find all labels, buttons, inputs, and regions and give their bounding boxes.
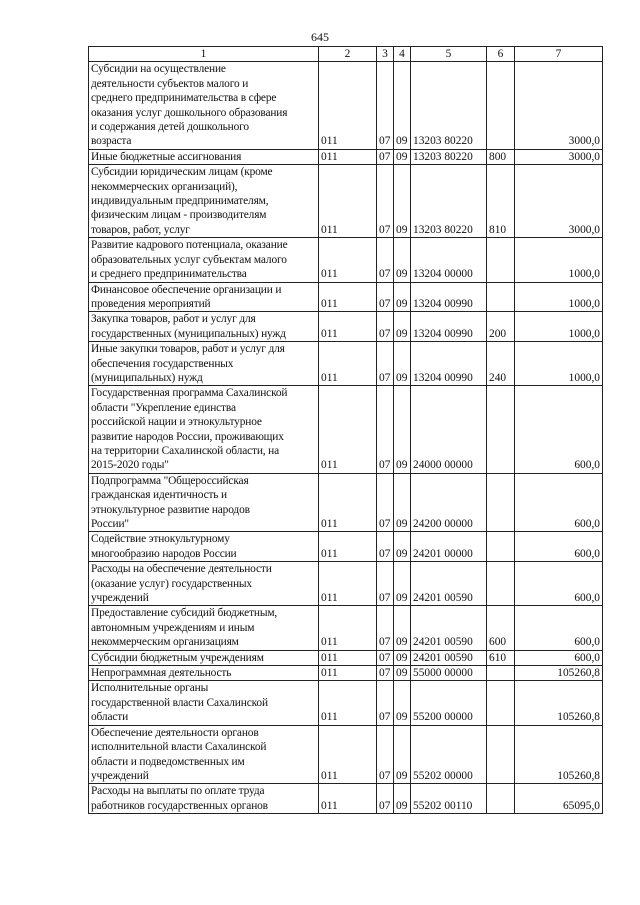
- department-code-cell: 011: [319, 681, 377, 725]
- table-row: [89, 165, 603, 238]
- expense-name-cell: Расходы на выплаты по оплате труда работников государственных органов: [89, 784, 319, 814]
- target-article-cell: 24200 00000: [411, 473, 487, 532]
- amount-cell: 3000,0: [515, 165, 603, 238]
- expense-name-cell: Субсидии юридическим лицам (кроме некоммерческих организаций), индивидуальным предпринимателям, физическим лицам - производителям товаров, работ, услуг: [89, 165, 319, 238]
- expense-type-cell: 810: [487, 165, 515, 238]
- department-code-cell: 011: [319, 386, 377, 473]
- department-code-cell: 011: [319, 312, 377, 342]
- subsection-code-cell: 09: [394, 606, 411, 650]
- section-code-cell: 07: [377, 666, 394, 681]
- section-code-cell: 07: [377, 149, 394, 164]
- column-header: 3: [377, 47, 394, 62]
- amount-cell: 600,0: [515, 386, 603, 473]
- department-code-cell: 011: [319, 282, 377, 312]
- table-row: [89, 312, 603, 342]
- subsection-code-cell: 09: [394, 725, 411, 784]
- column-header: 1: [89, 47, 319, 62]
- expense-name-cell: Предоставление субсидий бюджетным, автономным учреждениям и иным некоммерческим организациям: [89, 606, 319, 650]
- expense-name-cell: Закупка товаров, работ и услуг для государственных (муниципальных) нужд: [89, 312, 319, 342]
- subsection-code-cell: 09: [394, 666, 411, 681]
- subsection-code-cell: 09: [394, 386, 411, 473]
- subsection-code-cell: 09: [394, 784, 411, 814]
- table-row: [89, 149, 603, 164]
- table-row: [89, 681, 603, 725]
- expense-type-cell: [487, 666, 515, 681]
- expense-name-cell: Непрограммная деятельность: [89, 666, 319, 681]
- amount-cell: 3000,0: [515, 149, 603, 164]
- section-code-cell: 07: [377, 606, 394, 650]
- department-code-cell: 011: [319, 62, 377, 149]
- expense-name-cell: Финансовое обеспечение организации и проведения мероприятий: [89, 282, 319, 312]
- target-article-cell: 13204 00990: [411, 342, 487, 386]
- department-code-cell: 011: [319, 342, 377, 386]
- table-row: [89, 473, 603, 532]
- section-code-cell: 07: [377, 681, 394, 725]
- section-code-cell: 07: [377, 386, 394, 473]
- department-code-cell: 011: [319, 165, 377, 238]
- section-code-cell: 07: [377, 238, 394, 282]
- subsection-code-cell: 09: [394, 562, 411, 606]
- section-code-cell: 07: [377, 650, 394, 665]
- target-article-cell: 55202 00000: [411, 725, 487, 784]
- table-row: [89, 784, 603, 814]
- subsection-code-cell: 09: [394, 681, 411, 725]
- department-code-cell: 011: [319, 238, 377, 282]
- subsection-code-cell: 09: [394, 149, 411, 164]
- section-code-cell: 07: [377, 165, 394, 238]
- table-header-row: [89, 47, 603, 62]
- amount-cell: 1000,0: [515, 238, 603, 282]
- expense-type-cell: 800: [487, 149, 515, 164]
- expense-type-cell: [487, 562, 515, 606]
- amount-cell: 600,0: [515, 562, 603, 606]
- expense-type-cell: [487, 725, 515, 784]
- subsection-code-cell: 09: [394, 238, 411, 282]
- subsection-code-cell: 09: [394, 473, 411, 532]
- expense-type-cell: [487, 386, 515, 473]
- amount-cell: 65095,0: [515, 784, 603, 814]
- department-code-cell: 011: [319, 666, 377, 681]
- department-code-cell: 011: [319, 650, 377, 665]
- section-code-cell: 07: [377, 62, 394, 149]
- amount-cell: 1000,0: [515, 342, 603, 386]
- expense-name-cell: Подпрограмма "Общероссийская гражданская идентичность и этнокультурное развитие народов России": [89, 473, 319, 532]
- expense-type-cell: 200: [487, 312, 515, 342]
- page-number: 645: [311, 30, 329, 44]
- subsection-code-cell: 09: [394, 282, 411, 312]
- amount-cell: 600,0: [515, 532, 603, 562]
- expense-type-cell: [487, 473, 515, 532]
- target-article-cell: 13204 00000: [411, 238, 487, 282]
- expense-type-cell: [487, 282, 515, 312]
- target-article-cell: 55000 00000: [411, 666, 487, 681]
- expense-name-cell: Иные бюджетные ассигнования: [89, 149, 319, 164]
- amount-cell: 1000,0: [515, 282, 603, 312]
- target-article-cell: 13204 00990: [411, 282, 487, 312]
- table-row: [89, 532, 603, 562]
- expense-name-cell: Содействие этнокультурному многообразию народов России: [89, 532, 319, 562]
- expense-name-cell: Исполнительные органы государственной власти Сахалинской области: [89, 681, 319, 725]
- expense-name-cell: Иные закупки товаров, работ и услуг для обеспечения государственных (муниципальных) нужд: [89, 342, 319, 386]
- table-row: [89, 282, 603, 312]
- section-code-cell: 07: [377, 473, 394, 532]
- column-header: 7: [515, 47, 603, 62]
- target-article-cell: 24000 00000: [411, 386, 487, 473]
- target-article-cell: 13204 00990: [411, 312, 487, 342]
- budget-table: [88, 46, 603, 814]
- department-code-cell: 011: [319, 606, 377, 650]
- table-row: [89, 650, 603, 665]
- expense-name-cell: Развитие кадрового потенциала, оказание образовательных услуг субъектам малого и среднего предпринимательства: [89, 238, 319, 282]
- expense-type-cell: [487, 681, 515, 725]
- table-row: [89, 342, 603, 386]
- target-article-cell: 13203 80220: [411, 149, 487, 164]
- column-header: 5: [411, 47, 487, 62]
- subsection-code-cell: 09: [394, 342, 411, 386]
- amount-cell: 3000,0: [515, 62, 603, 149]
- amount-cell: 105260,8: [515, 681, 603, 725]
- section-code-cell: 07: [377, 342, 394, 386]
- target-article-cell: 13203 80220: [411, 62, 487, 149]
- section-code-cell: 07: [377, 725, 394, 784]
- subsection-code-cell: 09: [394, 165, 411, 238]
- target-article-cell: 55200 00000: [411, 681, 487, 725]
- subsection-code-cell: 09: [394, 650, 411, 665]
- expense-type-cell: [487, 238, 515, 282]
- target-article-cell: 13203 80220: [411, 165, 487, 238]
- table-row: [89, 562, 603, 606]
- expense-type-cell: 240: [487, 342, 515, 386]
- table-row: [89, 386, 603, 473]
- column-header: 4: [394, 47, 411, 62]
- expense-name-cell: Субсидии бюджетным учреждениям: [89, 650, 319, 665]
- expense-type-cell: [487, 532, 515, 562]
- amount-cell: 1000,0: [515, 312, 603, 342]
- target-article-cell: 24201 00590: [411, 650, 487, 665]
- department-code-cell: 011: [319, 562, 377, 606]
- expense-name-cell: Расходы на обеспечение деятельности (оказание услуг) государственных учреждений: [89, 562, 319, 606]
- expense-type-cell: [487, 62, 515, 149]
- expense-name-cell: Государственная программа Сахалинской области "Укрепление единства российской нации и этнокультурное развитие народов России, проживающих на территории Сахалинской области, на 2015-2020 годы": [89, 386, 319, 473]
- target-article-cell: 55202 00110: [411, 784, 487, 814]
- section-code-cell: 07: [377, 784, 394, 814]
- table-row: [89, 238, 603, 282]
- department-code-cell: 011: [319, 532, 377, 562]
- target-article-cell: 24201 00000: [411, 532, 487, 562]
- section-code-cell: 07: [377, 312, 394, 342]
- subsection-code-cell: 09: [394, 532, 411, 562]
- section-code-cell: 07: [377, 532, 394, 562]
- expense-name-cell: Субсидии на осуществление деятельности субъектов малого и среднего предпринимательства в сфере оказания услуг дошкольного образования и содержания детей дошкольного возраста: [89, 62, 319, 149]
- amount-cell: 600,0: [515, 473, 603, 532]
- expense-type-cell: [487, 784, 515, 814]
- expense-type-cell: 610: [487, 650, 515, 665]
- section-code-cell: 07: [377, 282, 394, 312]
- amount-cell: 600,0: [515, 606, 603, 650]
- table-row: [89, 666, 603, 681]
- department-code-cell: 011: [319, 725, 377, 784]
- expense-name-cell: Обеспечение деятельности органов исполнительной власти Сахалинской области и подведомственных им учреждений: [89, 725, 319, 784]
- table-row: [89, 62, 603, 149]
- department-code-cell: 011: [319, 784, 377, 814]
- column-header: 6: [487, 47, 515, 62]
- target-article-cell: 24201 00590: [411, 606, 487, 650]
- amount-cell: 105260,8: [515, 666, 603, 681]
- subsection-code-cell: 09: [394, 312, 411, 342]
- column-header: 2: [319, 47, 377, 62]
- amount-cell: 600,0: [515, 650, 603, 665]
- subsection-code-cell: 09: [394, 62, 411, 149]
- table-row: [89, 606, 603, 650]
- target-article-cell: 24201 00590: [411, 562, 487, 606]
- section-code-cell: 07: [377, 562, 394, 606]
- amount-cell: 105260,8: [515, 725, 603, 784]
- expense-type-cell: 600: [487, 606, 515, 650]
- department-code-cell: 011: [319, 149, 377, 164]
- department-code-cell: 011: [319, 473, 377, 532]
- table-row: [89, 725, 603, 784]
